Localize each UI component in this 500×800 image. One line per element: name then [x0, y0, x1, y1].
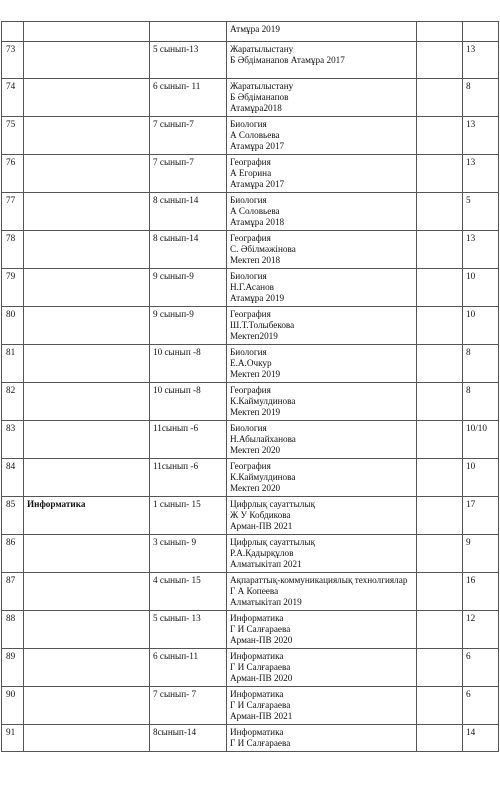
textbook-line: Н.Г.Асанов: [230, 282, 275, 292]
textbook-line: Информатика: [230, 613, 284, 623]
grade-cell: 8 сынып-14: [150, 231, 227, 269]
textbook-line: Биология: [230, 271, 267, 281]
empty-cell: [417, 117, 463, 155]
subject-cell: [24, 383, 150, 421]
empty-cell: [417, 345, 463, 383]
textbook-cell: [227, 497, 417, 535]
grade-cell: 7 сынып-7: [150, 155, 227, 193]
subject-cell: [24, 79, 150, 117]
subject-cell: [24, 687, 150, 725]
textbook-line: Г И Салғараева: [230, 700, 291, 710]
textbook-cell: [227, 535, 417, 573]
textbook-line: Е.А.Очкур: [230, 358, 272, 368]
textbook-table: [1, 21, 499, 752]
grade-cell: 4 сынып- 15: [150, 573, 227, 611]
textbook-line: Жаратылыстану: [230, 81, 294, 91]
grade-cell: 3 сынып- 9: [150, 535, 227, 573]
subject-cell: [24, 193, 150, 231]
grade-cell: 7 сынып-7: [150, 117, 227, 155]
count-cell: 5: [463, 193, 499, 231]
count-cell: 16: [463, 573, 499, 611]
row-number-cell: 80: [2, 307, 24, 345]
textbook-cell: [227, 687, 417, 725]
textbook-line: Информатика: [230, 727, 284, 737]
count-cell: 14: [463, 725, 499, 752]
subject-cell: [24, 307, 150, 345]
count-cell: 10: [463, 459, 499, 497]
count-cell: 10: [463, 307, 499, 345]
textbook-line: Алматыкітап 2021: [230, 559, 302, 569]
textbook-line: А Соловьева: [230, 130, 280, 140]
empty-cell: [417, 307, 463, 345]
table-row: [2, 22, 499, 42]
count-cell: 10/10: [463, 421, 499, 459]
textbook-cell: [227, 649, 417, 687]
grade-cell: 10 сынып -8: [150, 345, 227, 383]
subject-cell: [24, 345, 150, 383]
row-number-cell: 78: [2, 231, 24, 269]
table-body: [2, 22, 499, 752]
row-number-cell: 84: [2, 459, 24, 497]
table-row: [2, 193, 499, 231]
textbook-line: Ж У Кобдикова: [230, 510, 291, 520]
count-cell: 8: [463, 79, 499, 117]
textbook-line: Информатика: [230, 651, 284, 661]
textbook-cell: [227, 22, 417, 42]
textbook-line: Г И Салғараева: [230, 624, 291, 634]
textbook-line: Цифрлық сауаттылық: [230, 537, 316, 547]
textbook-cell: [227, 269, 417, 307]
count-cell: 17: [463, 497, 499, 535]
table-row: [2, 269, 499, 307]
subject-cell: [24, 42, 150, 79]
textbook-line: Алматыкітап 2019: [230, 597, 302, 607]
textbook-cell: [227, 345, 417, 383]
row-number-cell: 76: [2, 155, 24, 193]
table-row: [2, 725, 499, 752]
count-cell: 13: [463, 117, 499, 155]
row-number-cell: 90: [2, 687, 24, 725]
count-cell: 13: [463, 42, 499, 79]
table-row: [2, 687, 499, 725]
textbook-cell: [227, 459, 417, 497]
subject-cell: [24, 573, 150, 611]
textbook-line: География: [230, 157, 271, 167]
grade-cell: 5 сынып- 13: [150, 611, 227, 649]
textbook-line: Г А Копеева: [230, 586, 279, 596]
textbook-cell: [227, 307, 417, 345]
subject-cell: [24, 421, 150, 459]
textbook-line: Мектеп 2019: [230, 369, 281, 379]
grade-cell: 5 сынып-13: [150, 42, 227, 79]
textbook-cell: [227, 573, 417, 611]
textbook-line: Г И Салғараева: [230, 738, 291, 748]
count-cell: 6: [463, 687, 499, 725]
grade-cell: 8сынып-14: [150, 725, 227, 752]
table-row: [2, 421, 499, 459]
textbook-line: Мектеп 2019: [230, 407, 281, 417]
subject-cell: [24, 535, 150, 573]
row-number-cell: 82: [2, 383, 24, 421]
textbook-line: Атамұра 2017: [230, 141, 285, 151]
textbook-line: Атамұра2018: [230, 103, 282, 113]
textbook-line: Мектеп2019: [230, 331, 278, 341]
table-row: [2, 535, 499, 573]
table-row: [2, 497, 499, 535]
count-cell: 8: [463, 383, 499, 421]
textbook-table-page: [1, 21, 499, 752]
subject-cell: [24, 649, 150, 687]
empty-cell: [417, 649, 463, 687]
empty-cell: [417, 193, 463, 231]
textbook-cell: [227, 117, 417, 155]
empty-cell: [417, 687, 463, 725]
textbook-line: География: [230, 309, 271, 319]
row-number-cell: 89: [2, 649, 24, 687]
row-number-cell: 91: [2, 725, 24, 752]
empty-cell: [417, 155, 463, 193]
textbook-line: Г И Салғараева: [230, 662, 291, 672]
textbook-cell: [227, 421, 417, 459]
row-number-cell: 85: [2, 497, 24, 535]
empty-cell: [417, 611, 463, 649]
count-cell: 13: [463, 231, 499, 269]
grade-cell: 6 сынып-11: [150, 649, 227, 687]
textbook-line: Р.А.Қадырқұлов: [230, 548, 294, 558]
textbook-line: Б Әбдіманапов: [230, 92, 289, 102]
textbook-line: География: [230, 385, 271, 395]
textbook-line: Биология: [230, 195, 267, 205]
empty-cell: [417, 459, 463, 497]
table-row: [2, 231, 499, 269]
grade-cell: 9 сынып-9: [150, 307, 227, 345]
row-number-cell: 88: [2, 611, 24, 649]
empty-cell: [417, 231, 463, 269]
row-number-cell: 77: [2, 193, 24, 231]
textbook-line: С. Әбілмәжінова: [230, 244, 296, 254]
grade-cell: 11сынып -6: [150, 421, 227, 459]
textbook-line: Арман-ПВ 2021: [230, 711, 293, 721]
textbook-cell: [227, 383, 417, 421]
textbook-line: А Егорина: [230, 168, 272, 178]
grade-cell: 6 сынып- 11: [150, 79, 227, 117]
textbook-line: Биология: [230, 423, 267, 433]
row-number-cell: 75: [2, 117, 24, 155]
textbook-cell: [227, 725, 417, 752]
grade-cell: 7 сынып- 7: [150, 687, 227, 725]
row-number-cell: 73: [2, 42, 24, 79]
row-number-cell: 83: [2, 421, 24, 459]
textbook-cell: [227, 193, 417, 231]
table-row: [2, 42, 499, 79]
textbook-line: К.Каймулдинова: [230, 396, 296, 406]
grade-cell: 1 сынып- 15: [150, 497, 227, 535]
grade-cell: 10 сынып -8: [150, 383, 227, 421]
row-number-cell: 87: [2, 573, 24, 611]
empty-cell: [417, 42, 463, 79]
table-row: [2, 383, 499, 421]
textbook-line: Арман-ПВ 2020: [230, 673, 293, 683]
textbook-line: Атамұра 2017: [230, 179, 285, 189]
table-row: [2, 345, 499, 383]
empty-cell: [417, 535, 463, 573]
count-cell: [463, 22, 499, 42]
row-number-cell: 86: [2, 535, 24, 573]
count-cell: 12: [463, 611, 499, 649]
textbook-line: Биология: [230, 119, 267, 129]
count-cell: 8: [463, 345, 499, 383]
row-number-cell: [2, 22, 24, 42]
subject-cell: [24, 231, 150, 269]
table-row: [2, 459, 499, 497]
grade-cell: 11сынып -6: [150, 459, 227, 497]
subject-cell: [24, 611, 150, 649]
empty-cell: [417, 497, 463, 535]
subject-cell: [24, 117, 150, 155]
subject-cell: Информатика: [24, 497, 150, 535]
grade-cell: [150, 22, 227, 42]
empty-cell: [417, 269, 463, 307]
empty-cell: [417, 383, 463, 421]
table-row: [2, 573, 499, 611]
textbook-line: Атмұра 2019: [230, 24, 280, 34]
empty-cell: [417, 725, 463, 752]
subject-cell: [24, 155, 150, 193]
subject-cell: [24, 725, 150, 752]
table-row: [2, 79, 499, 117]
textbook-line: Арман-ПВ 2020: [230, 635, 293, 645]
row-number-cell: 81: [2, 345, 24, 383]
subject-cell: [24, 459, 150, 497]
textbook-line: Атамұра 2019: [230, 293, 285, 303]
empty-cell: [417, 573, 463, 611]
table-row: [2, 649, 499, 687]
textbook-line: Мектеп 2018: [230, 255, 281, 265]
textbook-line: К.Каймулдинова: [230, 472, 296, 482]
subject-cell: [24, 22, 150, 42]
count-cell: 13: [463, 155, 499, 193]
subject-cell: [24, 269, 150, 307]
table-row: [2, 117, 499, 155]
textbook-cell: [227, 231, 417, 269]
textbook-cell: [227, 611, 417, 649]
count-cell: 9: [463, 535, 499, 573]
textbook-line: География: [230, 461, 271, 471]
row-number-cell: 79: [2, 269, 24, 307]
textbook-line: Мектеп 2020: [230, 445, 281, 455]
textbook-line: А Соловьева: [230, 206, 280, 216]
table-row: [2, 611, 499, 649]
textbook-line: География: [230, 233, 271, 243]
empty-cell: [417, 421, 463, 459]
textbook-line: Б Әбдіманапов Атамұра 2017: [230, 55, 345, 65]
textbook-cell: [227, 155, 417, 193]
textbook-line: Биология: [230, 347, 267, 357]
grade-cell: 9 сынып-9: [150, 269, 227, 307]
textbook-cell: [227, 42, 417, 79]
textbook-line: Ш.Т.Толыбекова: [230, 320, 295, 330]
grade-cell: 8 сынып-14: [150, 193, 227, 231]
textbook-line: Атамұра 2018: [230, 217, 285, 227]
textbook-line: Жаратылыстану: [230, 44, 294, 54]
textbook-line: Мектеп 2020: [230, 483, 281, 493]
count-cell: 10: [463, 269, 499, 307]
textbook-line: Арман-ПВ 2021: [230, 521, 293, 531]
textbook-cell: [227, 79, 417, 117]
textbook-line: Цифрлық сауаттылық: [230, 499, 316, 509]
textbook-line: Информатика: [230, 689, 284, 699]
table-row: [2, 155, 499, 193]
textbook-line: Н.Абылайханова: [230, 434, 296, 444]
empty-cell: [417, 79, 463, 117]
count-cell: 6: [463, 649, 499, 687]
empty-cell: [417, 22, 463, 42]
textbook-line: Ақпараттық-коммуникациялық технолгиялар: [230, 575, 408, 585]
table-row: [2, 307, 499, 345]
row-number-cell: 74: [2, 79, 24, 117]
